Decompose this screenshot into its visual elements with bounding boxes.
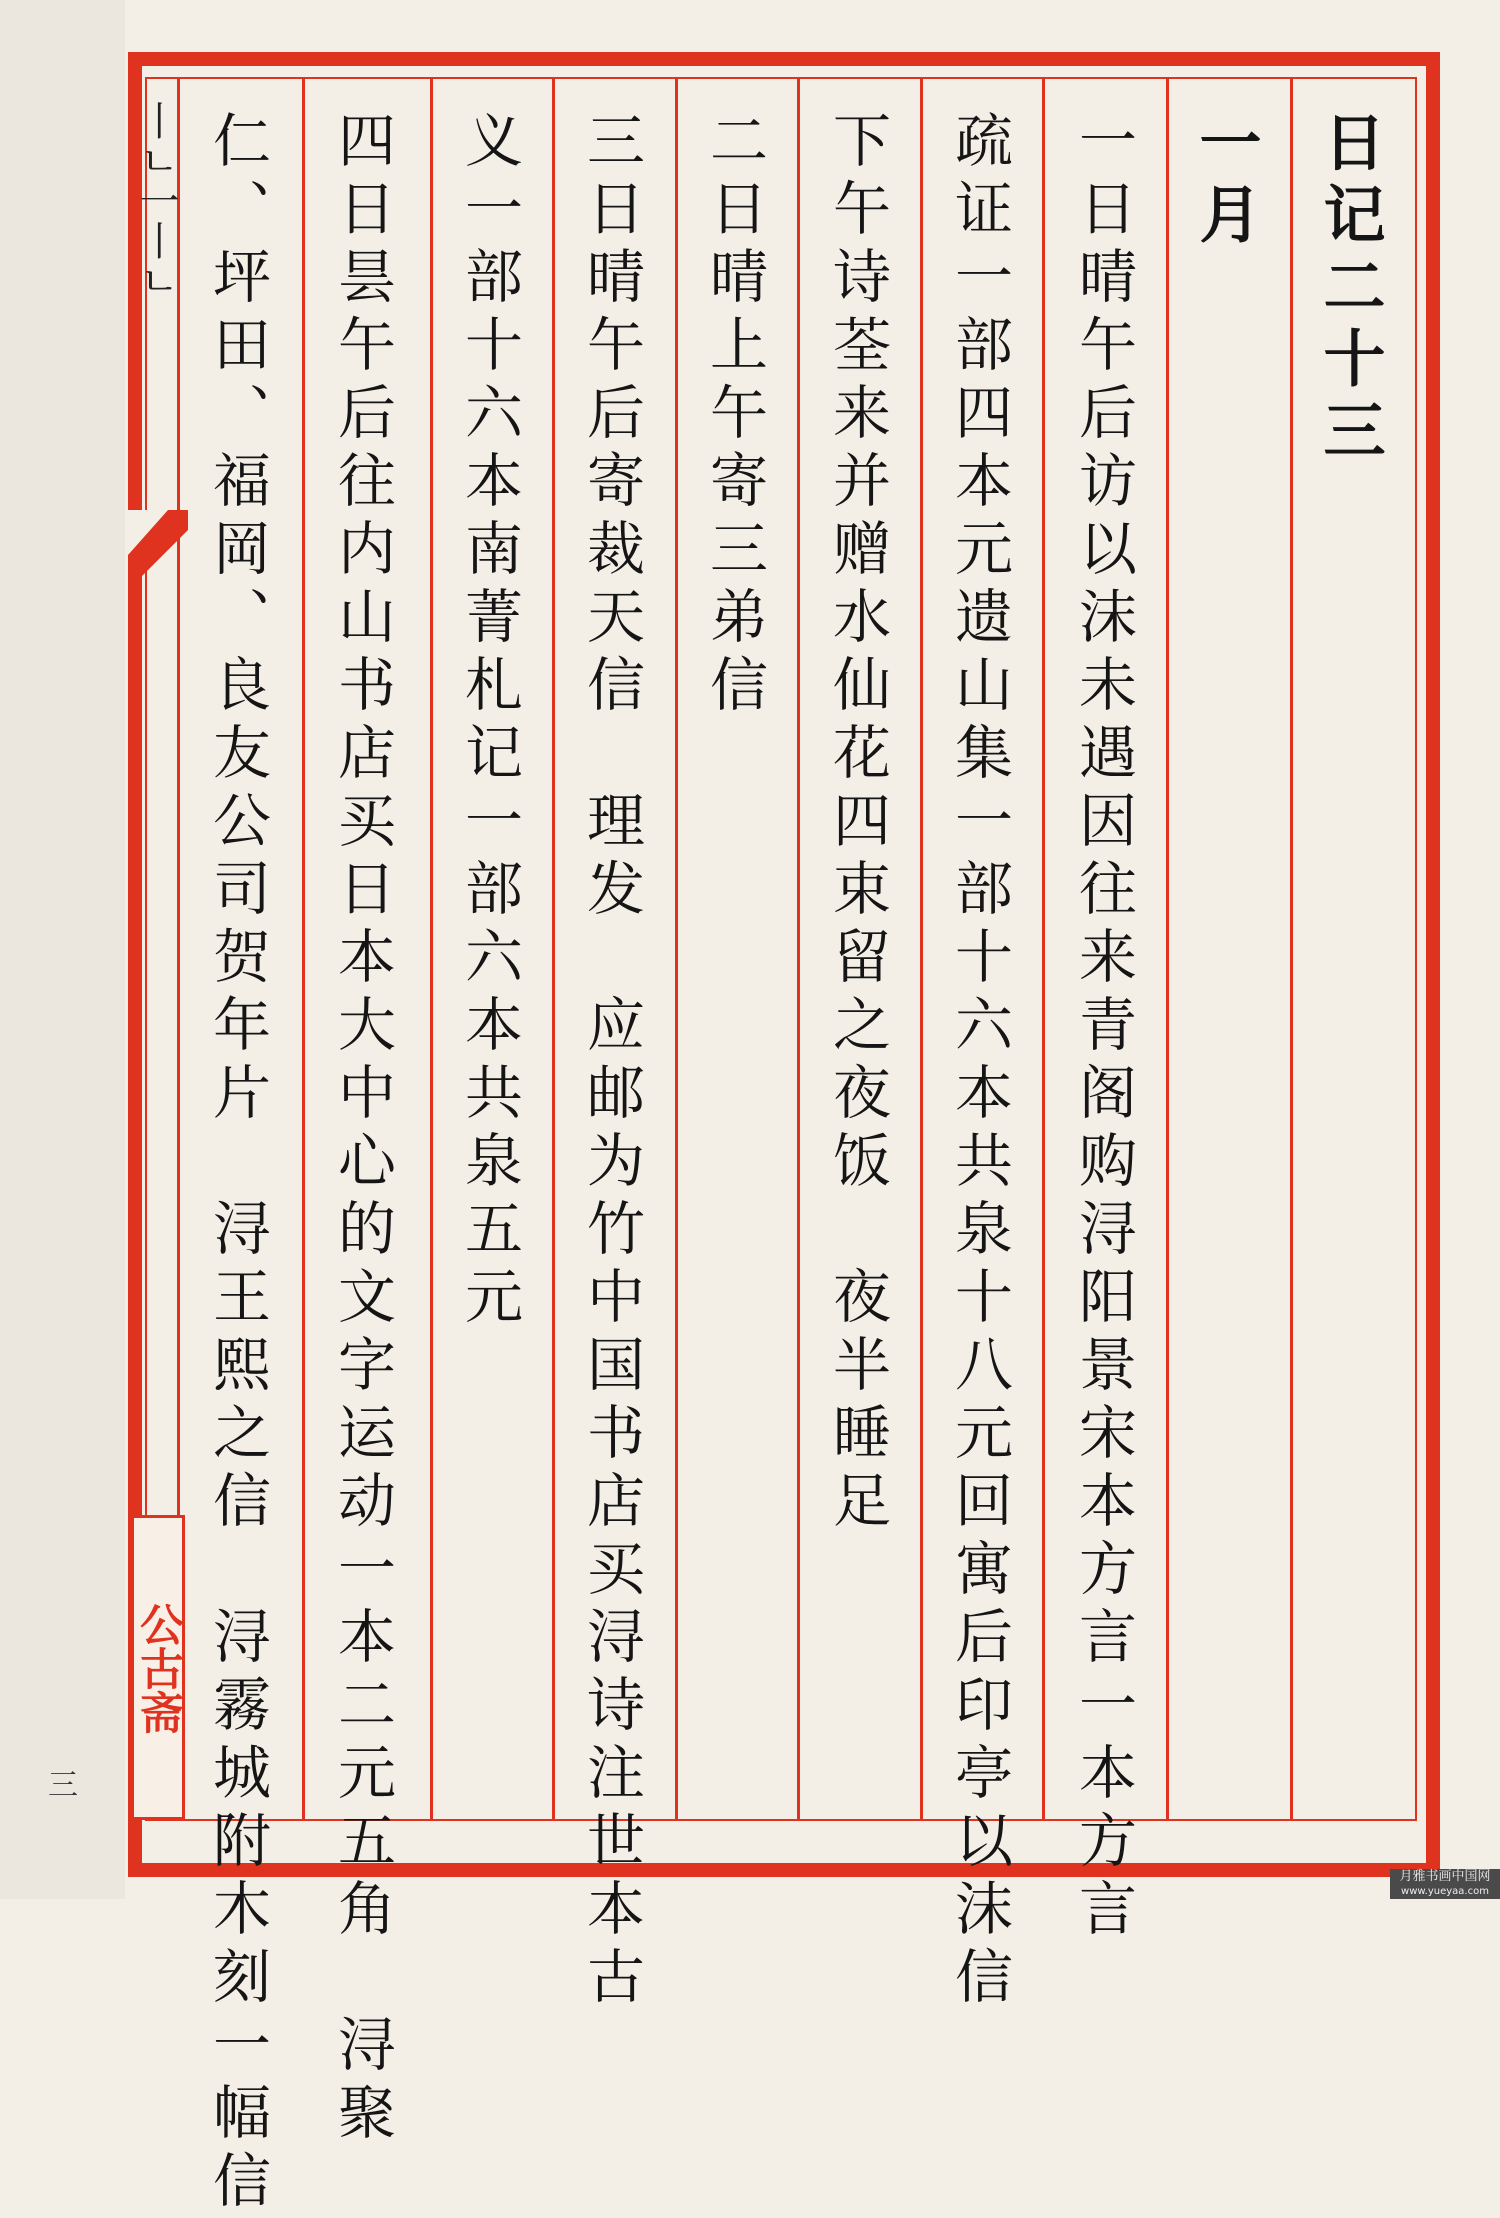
column-rule xyxy=(1042,77,1045,1821)
left-stub-marks: 丨ㄴ一丨ㄴ xyxy=(133,100,179,300)
diary-line-8: 仁、坪田、福岡、良友公司贺年片 浔王熙之信 浔霧城附木刻一幅信 xyxy=(203,110,271,2218)
diary-line-7: 四日昙午后往内山书店买日本大中心的文字运动一本二元五角 浔聚 xyxy=(328,110,396,2150)
diary-line-2: 疏证一部四本元遗山集一部十六本共泉十八元回寓后印亭以沫信 xyxy=(945,110,1013,2014)
column-rule xyxy=(1290,77,1293,1821)
site-watermark xyxy=(1390,1869,1500,1899)
column-rule xyxy=(920,77,923,1821)
diary-line-5: 三日晴午后寄裁天信 理发 应邮为竹中国书店买浔诗注世本古 xyxy=(577,110,645,2014)
column-rule xyxy=(797,77,800,1821)
column-rule xyxy=(552,77,555,1821)
diary-line-6: 义一部十六本南菁札记一部六本共泉五元 xyxy=(455,110,523,1334)
column-rule xyxy=(1166,77,1169,1821)
month-heading: 一月 xyxy=(1189,110,1262,254)
frame-corner-ornament xyxy=(128,510,188,600)
column-rule xyxy=(302,77,305,1821)
diary-line-4: 二日晴上午寄三弟信 xyxy=(700,110,768,722)
watermark-line-1: 月雅书画中国网 xyxy=(1399,1869,1491,1884)
column-rule xyxy=(675,77,678,1821)
column-rule xyxy=(430,77,433,1821)
diary-title: 日记二十三 xyxy=(1313,110,1386,470)
diary-line-3: 下午诗荃来并赠水仙花四束留之夜饭 夜半睡足 xyxy=(823,110,891,1538)
page-gutter xyxy=(0,0,125,1899)
watermark-line-2: www.yueyaa.com xyxy=(1401,1886,1489,1897)
diary-line-1: 一日晴午后访以沫未遇因往来青阁购浔阳景宋本方言一本方言 xyxy=(1069,110,1137,1946)
page-number: 三 xyxy=(48,1768,78,1803)
publisher-seal: 公古斋 xyxy=(131,1515,185,1820)
